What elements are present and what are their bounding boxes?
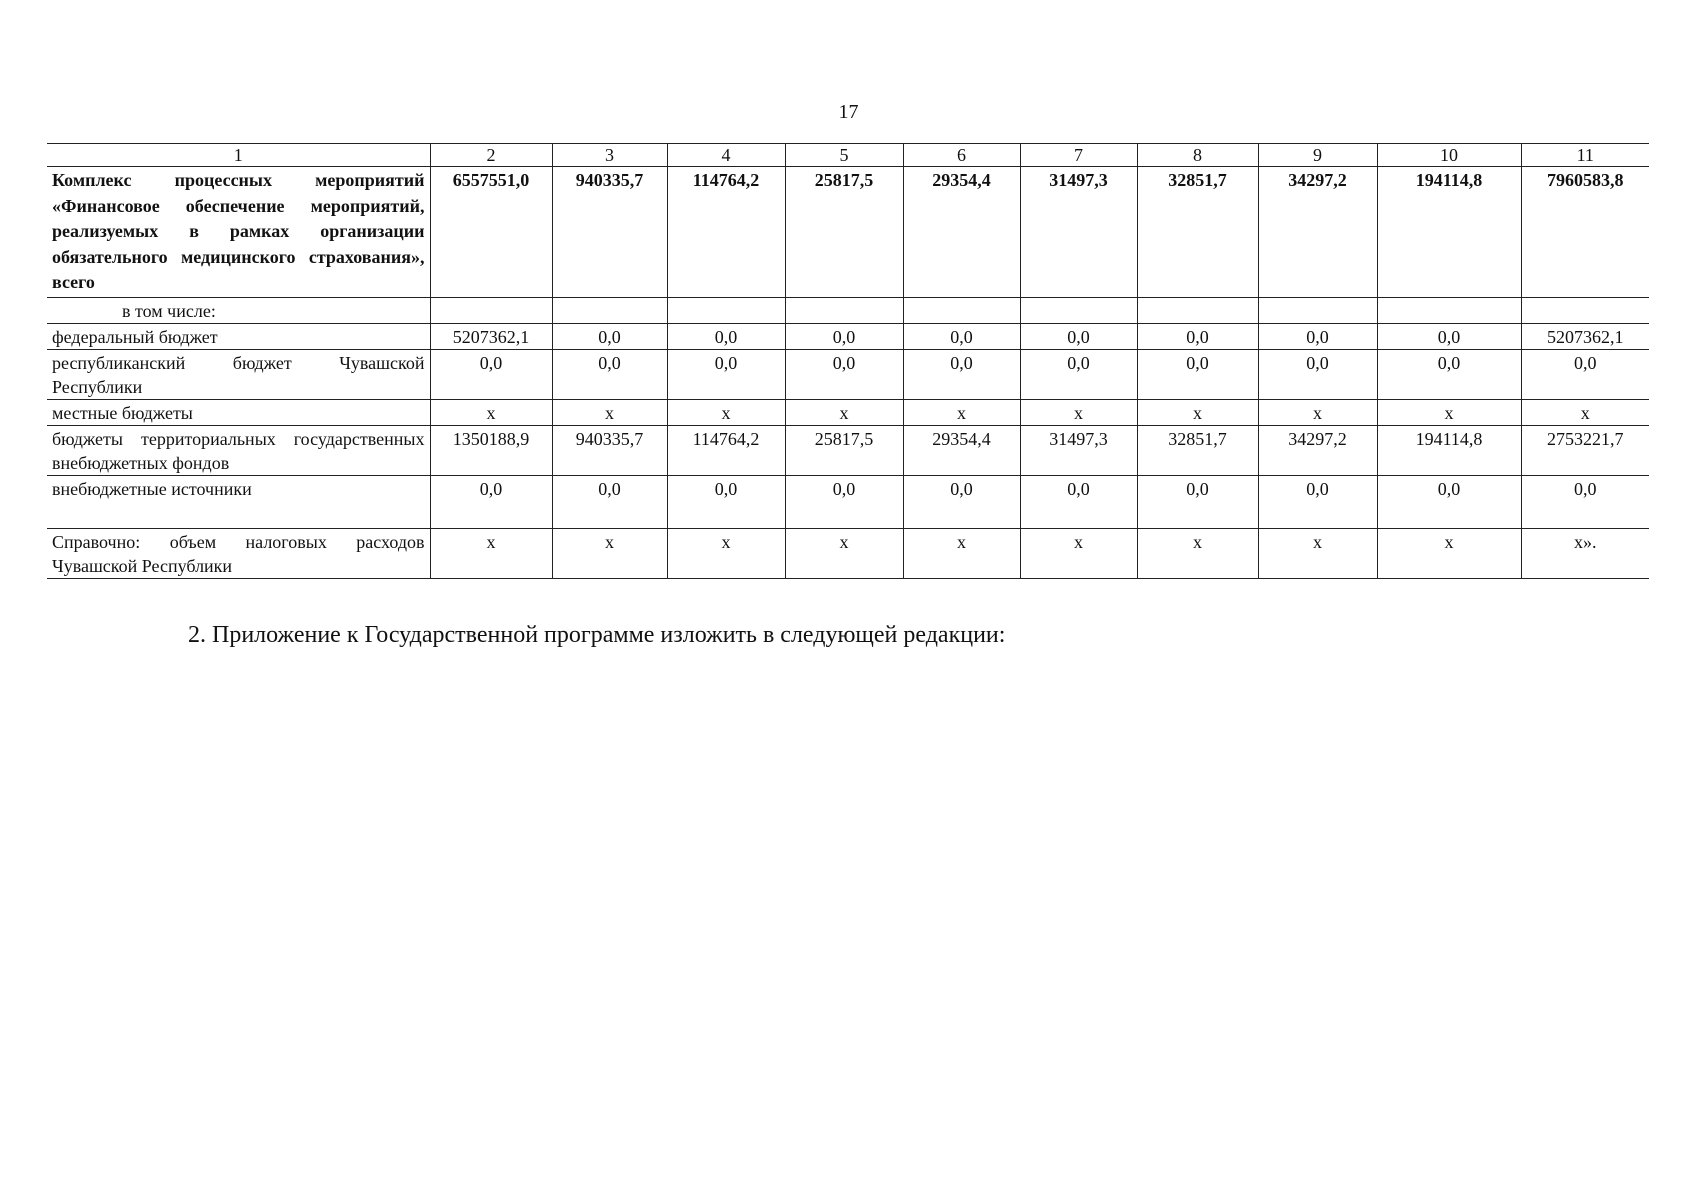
table-cell: 0,0 <box>785 324 903 350</box>
table-cell: 6557551,0 <box>430 167 552 298</box>
column-header: 8 <box>1137 144 1258 167</box>
row-label: бюджеты территориальных государственных внебюджетных фондов <box>47 426 430 476</box>
row-label: местные бюджеты <box>47 400 430 426</box>
table-cell: 0,0 <box>1521 350 1649 400</box>
table-cell <box>903 298 1020 324</box>
row-label: внебюджетные источники <box>47 476 430 529</box>
table-cell: 0,0 <box>552 324 667 350</box>
table-cell <box>1020 298 1137 324</box>
table-cell <box>785 298 903 324</box>
table-cell: х <box>1020 529 1137 579</box>
table-cell: 34297,2 <box>1258 426 1377 476</box>
budget-table <box>47 143 1649 579</box>
table-cell: 0,0 <box>1137 350 1258 400</box>
table-cell <box>1137 298 1258 324</box>
table-cell: 34297,2 <box>1258 167 1377 298</box>
table-cell <box>430 298 552 324</box>
table-cell: х <box>667 400 785 426</box>
table-cell: 0,0 <box>552 476 667 529</box>
table-cell: х». <box>1521 529 1649 579</box>
table-cell: х <box>1377 400 1521 426</box>
table-row-including <box>47 298 1649 324</box>
table-cell: 0,0 <box>1258 324 1377 350</box>
table-cell: 0,0 <box>1020 324 1137 350</box>
table-cell <box>1521 298 1649 324</box>
table-cell: 1350188,9 <box>430 426 552 476</box>
table-cell: 5207362,1 <box>1521 324 1649 350</box>
table-row-extrabudgetary <box>47 476 1649 529</box>
table-cell: 0,0 <box>1020 476 1137 529</box>
table-cell: 0,0 <box>667 476 785 529</box>
table-header-row <box>47 144 1649 167</box>
row-label: в том числе: <box>47 298 430 324</box>
table-cell: 0,0 <box>785 476 903 529</box>
table-cell: 25817,5 <box>785 167 903 298</box>
table-row-republican <box>47 350 1649 400</box>
table-cell: х <box>1137 529 1258 579</box>
table-cell: х <box>1137 400 1258 426</box>
table-cell: 0,0 <box>552 350 667 400</box>
table-cell: 0,0 <box>1521 476 1649 529</box>
table-row-total <box>47 167 1649 298</box>
table-cell: 0,0 <box>430 476 552 529</box>
table-cell: 0,0 <box>1137 476 1258 529</box>
table-row-tax-expenses <box>47 529 1649 579</box>
table-cell: 29354,4 <box>903 426 1020 476</box>
table-cell: 0,0 <box>1137 324 1258 350</box>
table-cell: 0,0 <box>1377 324 1521 350</box>
table-cell <box>1258 298 1377 324</box>
table-cell: 32851,7 <box>1137 426 1258 476</box>
table-cell: 31497,3 <box>1020 426 1137 476</box>
column-header: 10 <box>1377 144 1521 167</box>
table-cell: 7960583,8 <box>1521 167 1649 298</box>
table-cell: х <box>430 400 552 426</box>
table-cell: 31497,3 <box>1020 167 1137 298</box>
table-cell: 0,0 <box>1377 476 1521 529</box>
table-cell: х <box>903 529 1020 579</box>
table-cell: х <box>1020 400 1137 426</box>
table-cell: 0,0 <box>667 350 785 400</box>
table-cell: х <box>785 400 903 426</box>
table-cell: 32851,7 <box>1137 167 1258 298</box>
table-cell: 5207362,1 <box>430 324 552 350</box>
column-header: 2 <box>430 144 552 167</box>
table-cell: х <box>1521 400 1649 426</box>
column-header: 9 <box>1258 144 1377 167</box>
column-header: 5 <box>785 144 903 167</box>
table-cell: 0,0 <box>667 324 785 350</box>
column-header: 7 <box>1020 144 1137 167</box>
table-cell: 194114,8 <box>1377 167 1521 298</box>
table-cell: х <box>552 400 667 426</box>
table-cell: 114764,2 <box>667 167 785 298</box>
table-cell: 940335,7 <box>552 426 667 476</box>
table-cell: х <box>667 529 785 579</box>
table-cell: 29354,4 <box>903 167 1020 298</box>
page-number: 17 <box>838 101 859 123</box>
table-cell: 0,0 <box>1258 476 1377 529</box>
table-cell: 25817,5 <box>785 426 903 476</box>
table-cell: 0,0 <box>785 350 903 400</box>
table-cell <box>667 298 785 324</box>
table-cell: 0,0 <box>903 350 1020 400</box>
row-label: федеральный бюджет <box>47 324 430 350</box>
table-cell: х <box>903 400 1020 426</box>
table-row-funds <box>47 426 1649 476</box>
table-cell: 0,0 <box>903 324 1020 350</box>
table-cell: х <box>1258 529 1377 579</box>
table-cell: 0,0 <box>903 476 1020 529</box>
row-label: Справочно: объем налоговых расходов Чувашской Республики <box>47 529 430 579</box>
column-header: 4 <box>667 144 785 167</box>
table-cell: 0,0 <box>1377 350 1521 400</box>
column-header: 11 <box>1521 144 1649 167</box>
body-paragraph: 2. Приложение к Государственной программе изложить в следующей редакции: <box>188 622 1006 648</box>
table-cell: 194114,8 <box>1377 426 1521 476</box>
row-label: республиканский бюджет Чувашской Республики <box>47 350 430 400</box>
table-cell: 114764,2 <box>667 426 785 476</box>
table-cell: х <box>1258 400 1377 426</box>
row-label: Комплекс процессных мероприятий «Финансовое обеспечение мероприятий, реализуемых в рамках организации обязательного медицинского страхования», всего <box>47 167 430 298</box>
column-header: 1 <box>47 144 430 167</box>
table-cell: х <box>1377 529 1521 579</box>
table-cell: х <box>785 529 903 579</box>
table-cell: 0,0 <box>1020 350 1137 400</box>
column-header: 6 <box>903 144 1020 167</box>
table-cell <box>1377 298 1521 324</box>
table-cell: 0,0 <box>430 350 552 400</box>
table-cell <box>552 298 667 324</box>
table-cell: 2753221,7 <box>1521 426 1649 476</box>
table-row-federal <box>47 324 1649 350</box>
table-cell: х <box>552 529 667 579</box>
table-row-local <box>47 400 1649 426</box>
table-cell: 0,0 <box>1258 350 1377 400</box>
table-cell: 940335,7 <box>552 167 667 298</box>
table-cell: х <box>430 529 552 579</box>
column-header: 3 <box>552 144 667 167</box>
